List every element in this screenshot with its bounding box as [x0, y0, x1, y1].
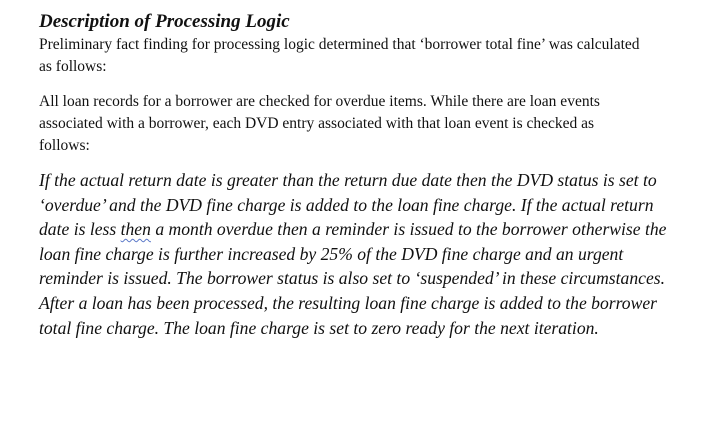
document-page	[39, 10, 713, 340]
logic-line: reminder is issued. The borrower status is also set to ‘suspended’ in these circumstances.	[39, 268, 666, 289]
logic-line: After a loan has been processed, the resulting loan fine charge is added to the borrower	[39, 292, 657, 313]
section-heading: Description of Processing Logic	[39, 11, 290, 32]
body-paragraph	[39, 91, 713, 157]
body-line: All loan records for a borrower are checked for overdue items. While there are loan events	[39, 93, 600, 110]
logic-line	[39, 217, 713, 242]
logic-line: ‘overdue’ and the DVD fine charge is added to the loan fine charge. If the actual return	[39, 194, 654, 215]
body-line: follows:	[39, 137, 90, 154]
logic-line: total fine charge. The loan fine charge is set to zero ready for the next iteration.	[39, 317, 599, 338]
grammar-flagged-word[interactable]: then	[120, 219, 151, 240]
body-line: associated with a borrower, each DVD entry associated with that loan event is checked as	[39, 115, 595, 132]
intro-paragraph	[39, 34, 713, 78]
logic-line: If the actual return date is greater than the return due date then the DVD status is set to	[39, 170, 657, 190]
intro-line: as follows:	[39, 58, 107, 75]
intro-line: Preliminary fact finding for processing logic determined that ‘borrower total fine’ was calculated	[39, 36, 640, 53]
logic-line-start: date is less	[39, 219, 121, 240]
processing-logic-paragraph	[39, 168, 713, 340]
logic-line-end: a month overdue then a reminder is issued to the borrower otherwise the	[150, 219, 667, 240]
logic-line: loan fine charge is further increased by 25% of the DVD fine charge and an urgent	[39, 243, 624, 264]
